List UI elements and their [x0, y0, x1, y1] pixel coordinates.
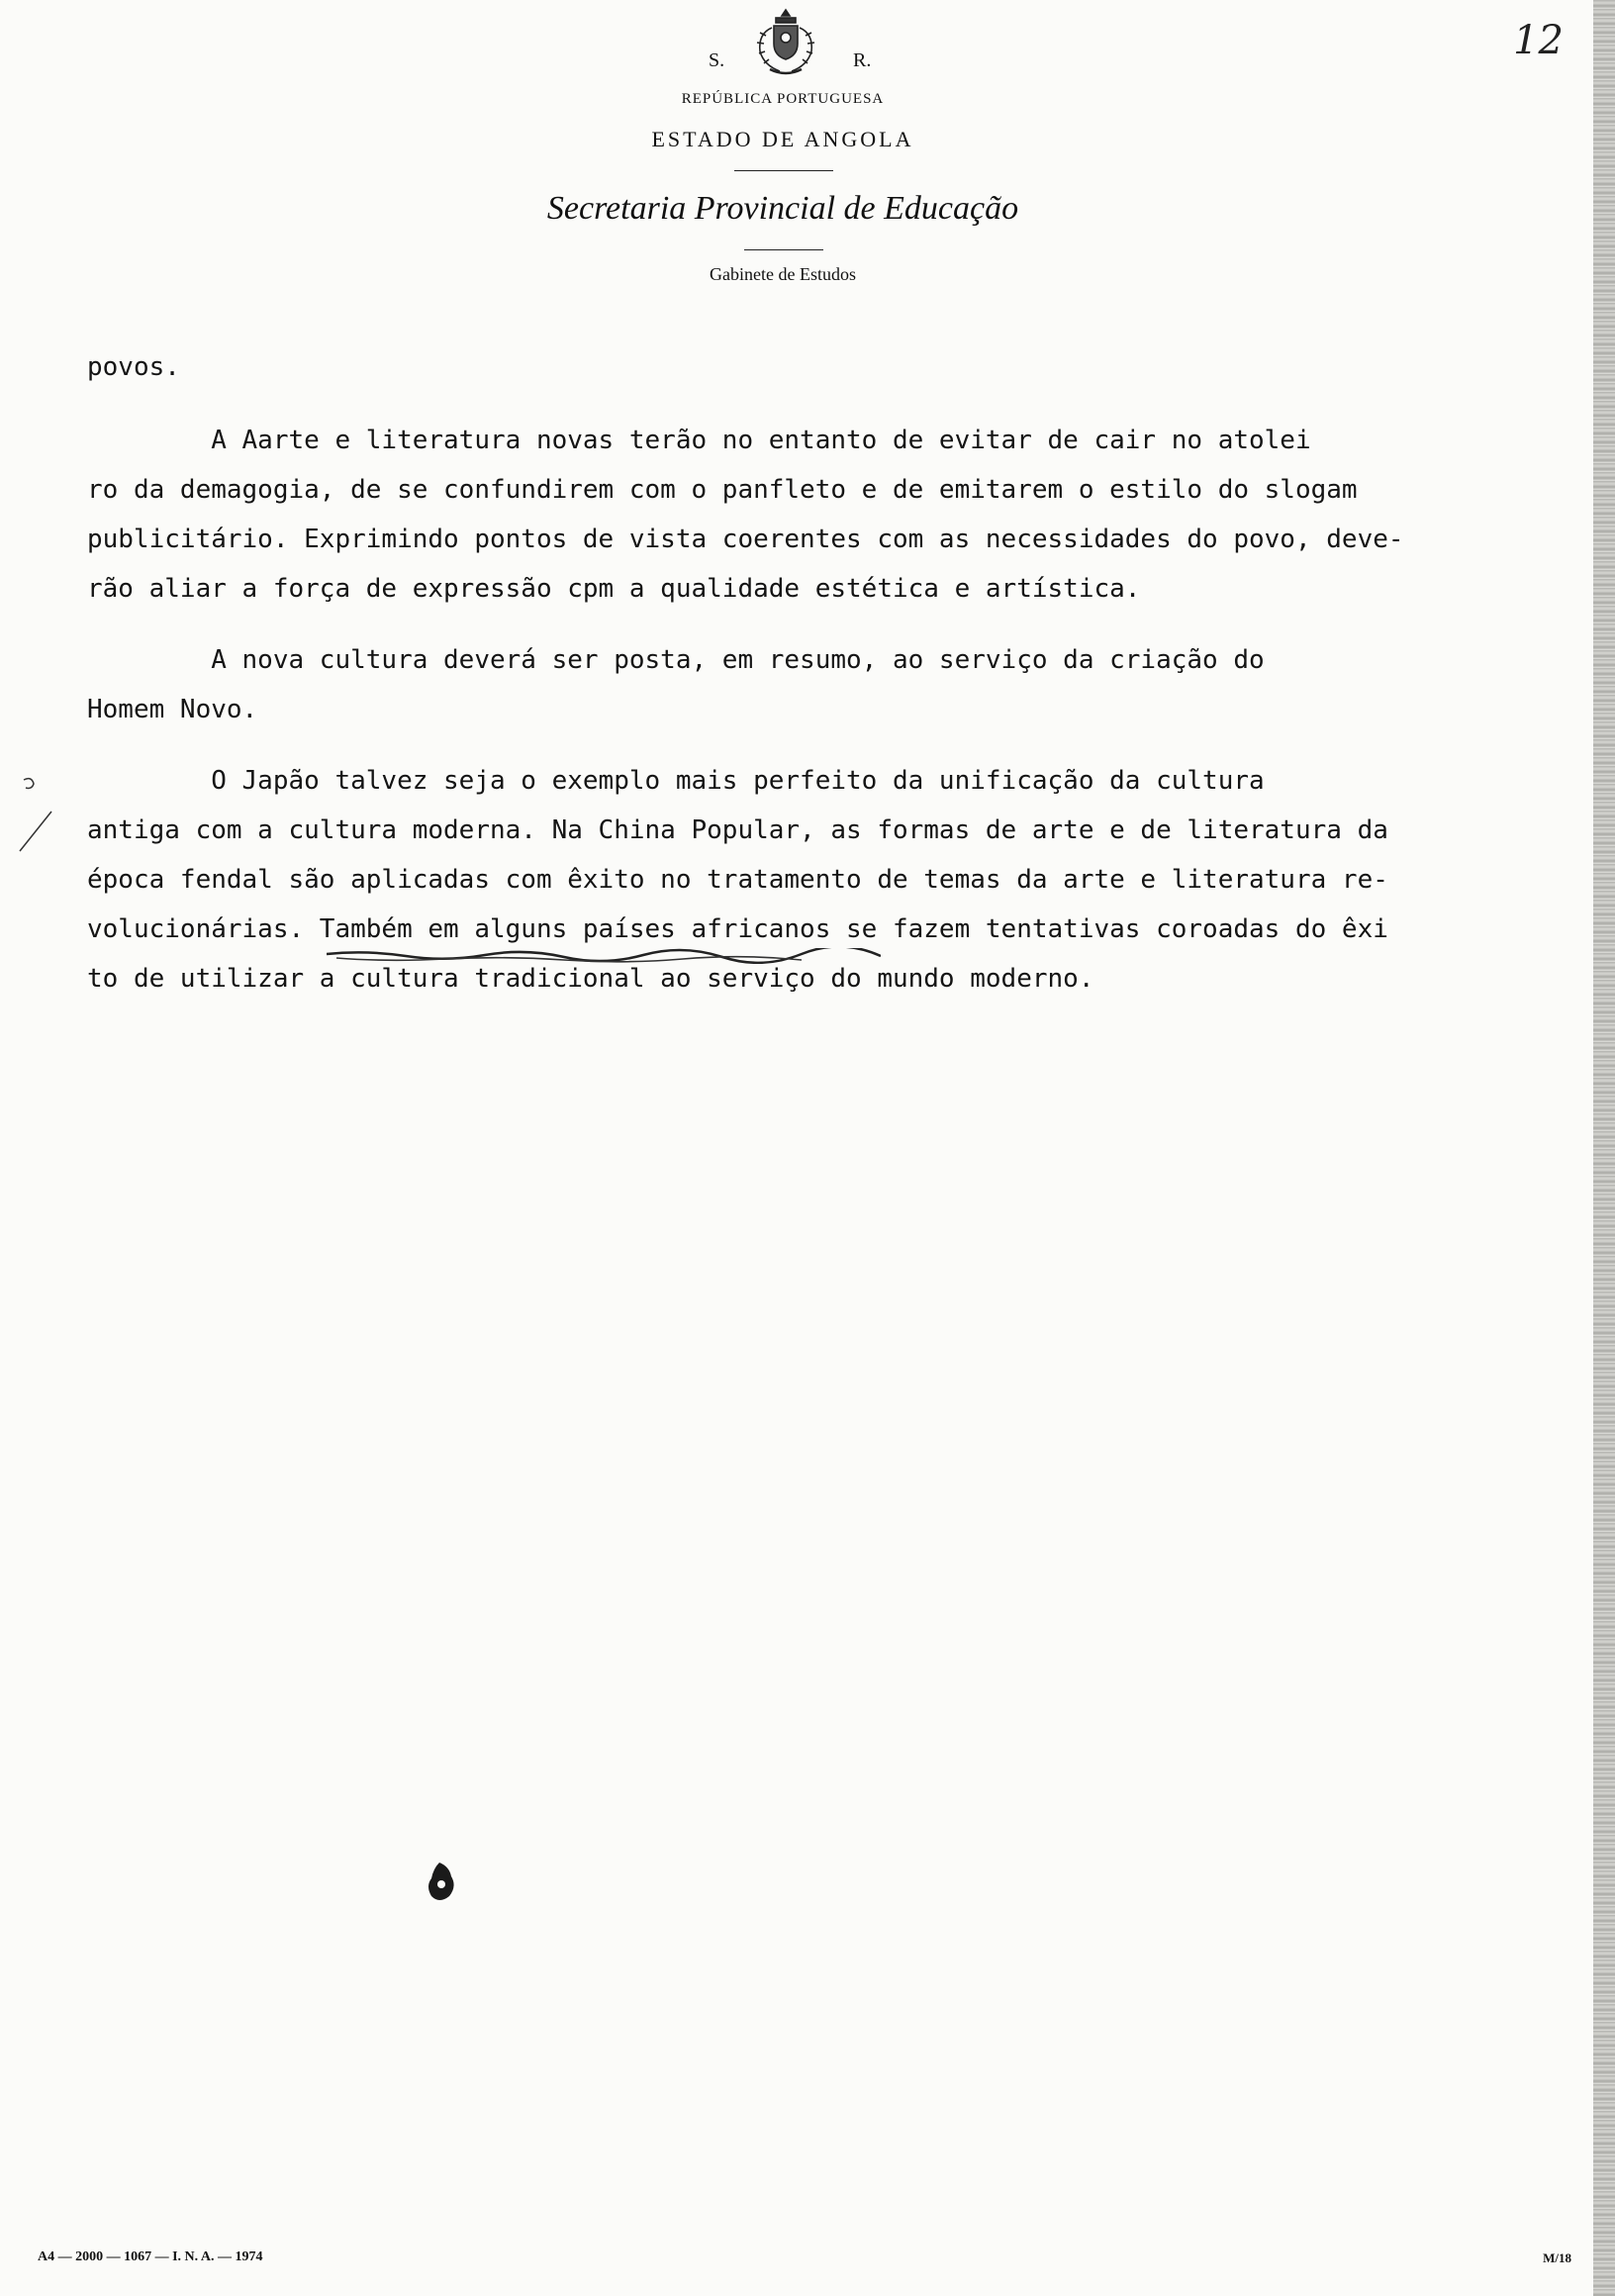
- header-initial-s: S.: [709, 49, 725, 71]
- coat-of-arms-icon: [746, 6, 825, 81]
- text-line: A nova cultura deverá ser posta, em resumo, ao serviço da criação do: [87, 645, 1265, 675]
- text-line: época fendal são aplicadas com êxito no tratamento de temas da arte e literatura re-: [87, 865, 1388, 895]
- header-initial-r: R.: [853, 49, 872, 71]
- print-code: A4 — 2000 — 1067 — I. N. A. — 1974: [38, 2249, 263, 2264]
- header-divider: [744, 249, 823, 250]
- text-line: rão aliar a força de expressão cpm a qualidade estética e artística.: [87, 574, 1141, 604]
- text-line: Homem Novo.: [87, 695, 258, 724]
- margin-pencil-mark: [18, 772, 57, 861]
- office-heading: Gabinete de Estudos: [710, 264, 856, 284]
- text-line: O Japão talvez seja o exemplo mais perfeito da unificação da cultura: [87, 766, 1265, 796]
- secretariat-heading: Secretaria Provincial de Educação: [546, 190, 1019, 227]
- republic-heading: REPÚBLICA PORTUGUESA: [681, 91, 885, 107]
- text-line: povos.: [87, 352, 180, 382]
- text-line: antiga com a cultura moderna. Na China Popular, as formas de arte e de literatura da: [87, 815, 1388, 845]
- ink-blot: [426, 1861, 459, 1904]
- form-code: M/18: [1543, 2250, 1571, 2265]
- header-divider: [734, 170, 833, 171]
- text-line: A Aarte e literatura novas terão no entanto de evitar de cair no atolei: [87, 426, 1311, 455]
- text-line: publicitário. Exprimindo pontos de vista coerentes com as necessidades do povo, deve-: [87, 525, 1404, 554]
- text-line: ro da demagogia, de se confundirem com o panfleto e de emitarem o estilo do slogam: [87, 475, 1358, 505]
- text-line: to de utilizar a cultura tradicional ao serviço do mundo moderno.: [87, 964, 1094, 994]
- scanned-edge: [1593, 0, 1615, 2296]
- handwritten-underline: [327, 948, 881, 964]
- state-heading: ESTADO DE ANGOLA: [651, 127, 914, 151]
- text-line: volucionárias. Também em alguns países africanos se fazem tentativas coroadas do êxi: [87, 914, 1388, 944]
- page-number: 12: [1513, 18, 1564, 63]
